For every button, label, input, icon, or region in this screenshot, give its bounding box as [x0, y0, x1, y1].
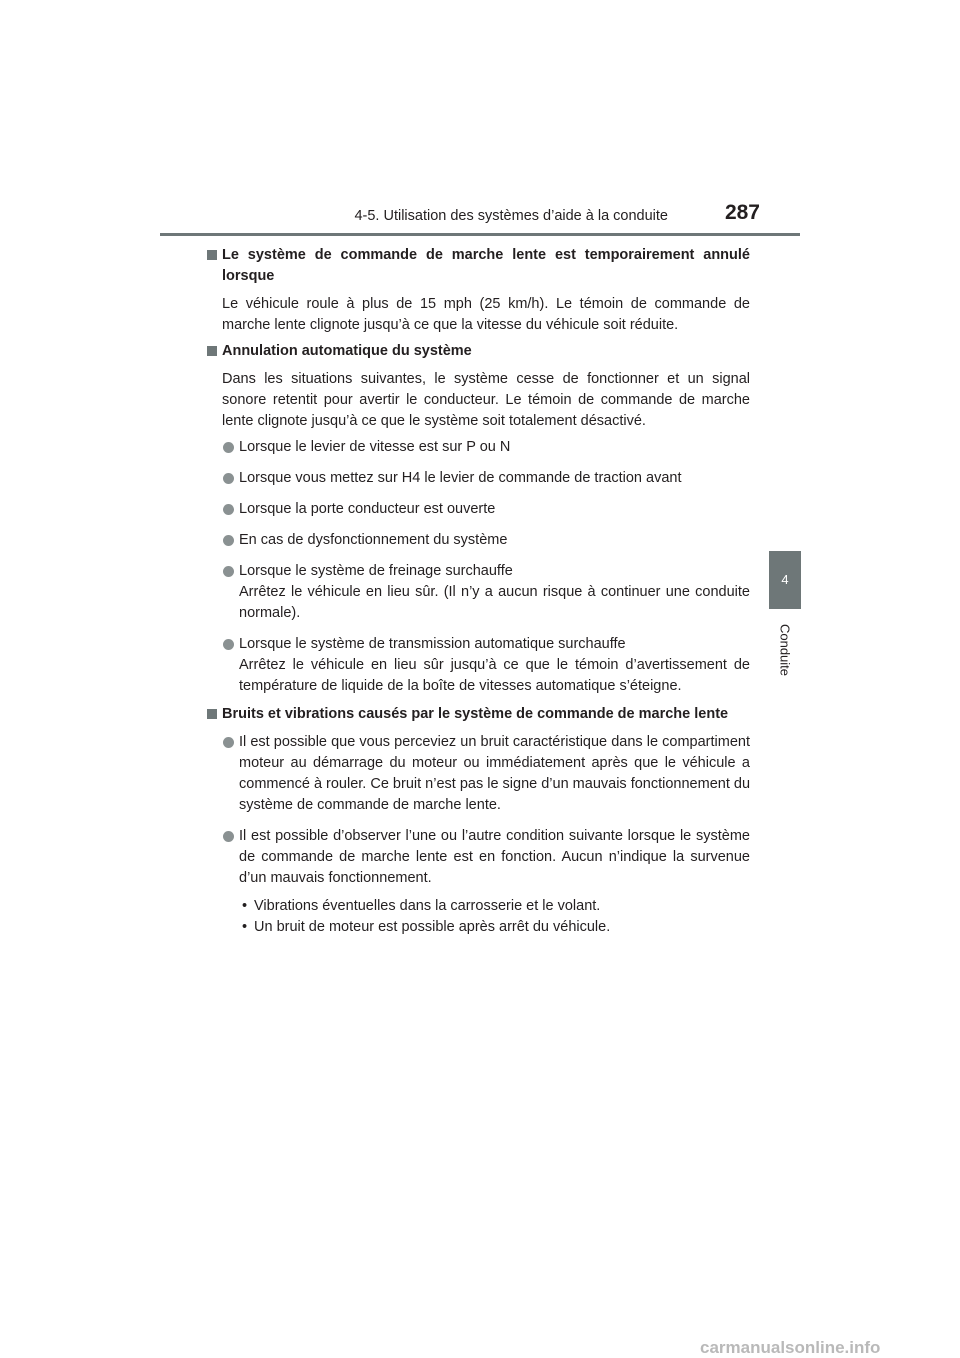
heading-text: Annulation automatique du système [222, 343, 472, 359]
list-item [222, 826, 750, 889]
heading-text: Bruits et vibrations causés par le système de commande de marche lente [222, 706, 729, 722]
list-item [222, 530, 750, 551]
page-content [222, 242, 750, 938]
circle-bullet-icon [223, 535, 234, 546]
circle-bullet-icon [223, 831, 234, 842]
chapter-label: Conduite [777, 623, 793, 677]
circle-bullet-icon [223, 566, 234, 577]
watermark: carmanualsonline.info [700, 1338, 881, 1357]
dash-list-item: • Un bruit de moteur est possible après arrêt du véhicule. [242, 917, 750, 938]
heading-text: Le système de commande de marche lente est temporairement annulé lorsque [222, 247, 750, 284]
circle-bullet-icon [223, 504, 234, 515]
square-bullet-icon [207, 250, 217, 260]
list-item-text: Lorsque le levier de vitesse est sur P ou N [239, 439, 511, 455]
chapter-tab [769, 551, 801, 609]
chapter-number: 4 [781, 572, 789, 587]
paragraph: Dans les situations suivantes, le système cesse de fonctionner et un signal sonore retentit pour avertir le conducteur. Le témoin de commande de marche lente clignote jusqu’à ce que le système soit totalement désactivé. [222, 371, 750, 429]
list-item [222, 499, 750, 520]
header-rule [160, 233, 800, 236]
circle-bullet-icon [223, 737, 234, 748]
heading-temporary-cancel [222, 245, 750, 287]
heading-auto-cancel [222, 341, 750, 362]
square-bullet-icon [207, 709, 217, 719]
circle-bullet-icon [223, 442, 234, 453]
page-number: 287 [724, 201, 760, 224]
list-item-text: Il est possible d’observer l’une ou l’autre condition suivante lorsque le système de commande de marche lente est en fonction. Aucun n’indique la survenue d’un mauvais fonctionnement. [239, 828, 750, 886]
list-item [222, 634, 750, 697]
heading-noise-vibration [222, 704, 750, 725]
list-item [222, 561, 750, 624]
dash-list-item: • Vibrations éventuelles dans la carrosserie et le volant. [242, 896, 750, 917]
list-item-text: Lorsque vous mettez sur H4 le levier de commande de traction avant [239, 470, 682, 486]
list-item [222, 732, 750, 816]
list-item [222, 468, 750, 489]
list-item-text: Lorsque le système de transmission automatique surchauffe [239, 636, 626, 652]
dash-list [222, 896, 750, 938]
list-item-text: Il est possible que vous perceviez un bruit caractéristique dans le compartiment moteur au démarrage du moteur ou immédiatement après que le véhicule a commencé à rouler. Ce bruit n’est pas le signe d’un mauvais fonctionnement du système de commande de marche lente. [239, 734, 751, 813]
list-item-subtext: Arrêtez le véhicule en lieu sûr. (Il n’y a aucun risque à continuer une conduite normale). [239, 584, 750, 621]
list-item-subtext: Arrêtez le véhicule en lieu sûr jusqu’à ce que le témoin d’avertissement de température de liquide de la boîte de vitesses automatique s’éteigne. [239, 657, 750, 694]
square-bullet-icon [207, 346, 217, 356]
circle-bullet-icon [223, 473, 234, 484]
paragraph: Le véhicule roule à plus de 15 mph (25 km/h). Le témoin de commande de marche lente clignote jusqu’à ce que la vitesse du véhicule soit réduite. [222, 296, 750, 333]
list-item-text: Lorsque la porte conducteur est ouverte [239, 501, 496, 517]
circle-bullet-icon [223, 639, 234, 650]
chapter-label-wrapper [770, 618, 800, 682]
list-item-text: Lorsque le système de freinage surchauffe [239, 563, 513, 579]
section-title: 4-5. Utilisation des systèmes d’aide à la conduite [354, 208, 668, 224]
list-item-text: En cas de dysfonctionnement du système [239, 532, 508, 548]
list-item [222, 437, 750, 458]
page-header [160, 200, 800, 236]
